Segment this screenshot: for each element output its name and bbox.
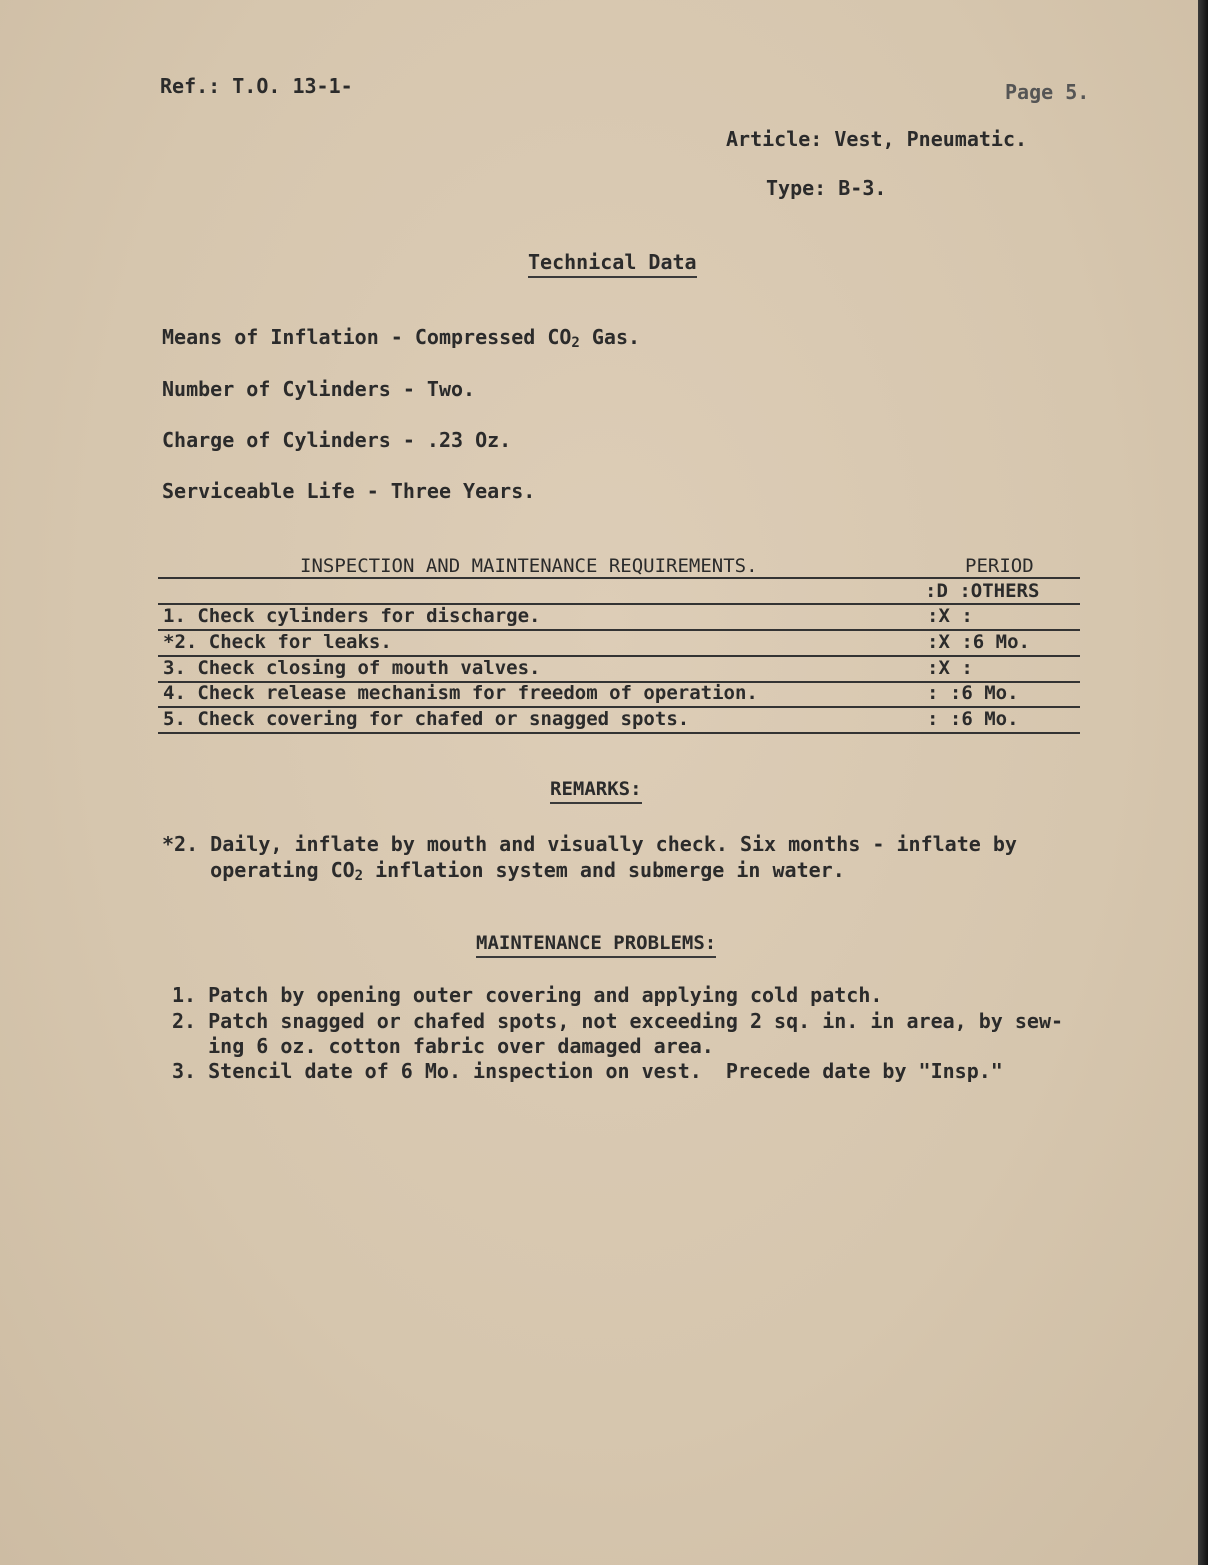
row-period: :X : <box>927 605 973 627</box>
remarks-line: *2. Daily, inflate by mouth and visually check. Six months - inflate by <box>162 832 1017 856</box>
table-row <box>163 657 1078 682</box>
table-row <box>163 708 1078 733</box>
table-heading: INSPECTION AND MAINTENANCE REQUIREMENTS. <box>300 555 758 577</box>
technical-data-title: Technical Data <box>528 250 697 278</box>
type <box>766 176 886 200</box>
ref-label: Ref.: <box>160 74 221 98</box>
remarks-line <box>162 858 845 884</box>
type-value: B-3. <box>838 176 887 200</box>
row-item: *2. Check for leaks. <box>163 631 392 653</box>
charge-line: Charge of Cylinders - .23 Oz. <box>162 428 512 452</box>
remarks-subscript: 2 <box>354 868 364 884</box>
period-columns: :D :OTHERS <box>925 580 1040 602</box>
remarks-text: operating CO <box>162 858 355 882</box>
cylinders-line: Number of Cylinders - Two. <box>162 377 476 401</box>
row-item: 5. Check covering for chafed or snagged spots. <box>163 708 690 730</box>
table-row <box>163 682 1078 707</box>
table-row <box>163 605 1078 630</box>
row-period: : :6 Mo. <box>927 708 1019 730</box>
reference <box>160 74 353 98</box>
table-rule <box>158 732 1080 734</box>
maintenance-title: MAINTENANCE PROBLEMS: <box>476 932 716 958</box>
table-row <box>163 631 1078 656</box>
remarks-title: REMARKS: <box>550 778 642 804</box>
row-period: : :6 Mo. <box>927 682 1019 704</box>
inflation-text-end: Gas. <box>579 325 641 349</box>
ref-value: T.O. 13-1- <box>232 74 353 98</box>
table-rule <box>158 577 1080 579</box>
life-line: Serviceable Life - Three Years. <box>162 479 536 503</box>
article-label: Article: <box>726 127 823 151</box>
list-item: 3. Stencil date of 6 Mo. inspection on vest. Precede date by "Insp." <box>172 1059 1003 1083</box>
type-label: Type: <box>766 176 827 200</box>
scan-edge <box>1198 0 1208 1565</box>
row-period: :X : <box>927 657 973 679</box>
inflation-line <box>162 325 640 351</box>
inflation-subscript: 2 <box>571 335 580 351</box>
article <box>726 127 1027 151</box>
list-item: 2. Patch snagged or chafed spots, not exceeding 2 sq. in. in area, by sew- <box>172 1009 1064 1033</box>
page-number: Page 5. <box>1005 80 1090 104</box>
row-item: 4. Check release mechanism for freedom of operation. <box>163 682 758 704</box>
article-value: Vest, Pneumatic. <box>834 127 1028 151</box>
row-period: :X :6 Mo. <box>927 631 1030 653</box>
row-item: 1. Check cylinders for discharge. <box>163 605 541 627</box>
list-item: ing 6 oz. cotton fabric over damaged area. <box>172 1034 714 1058</box>
period-heading: PERIOD <box>965 555 1034 577</box>
list-item: 1. Patch by opening outer covering and applying cold patch. <box>172 983 883 1007</box>
remarks-text-end: inflation system and submerge in water. <box>363 858 845 882</box>
row-item: 3. Check closing of mouth valves. <box>163 657 541 679</box>
inflation-text: Means of Inflation - Compressed CO <box>162 325 572 349</box>
